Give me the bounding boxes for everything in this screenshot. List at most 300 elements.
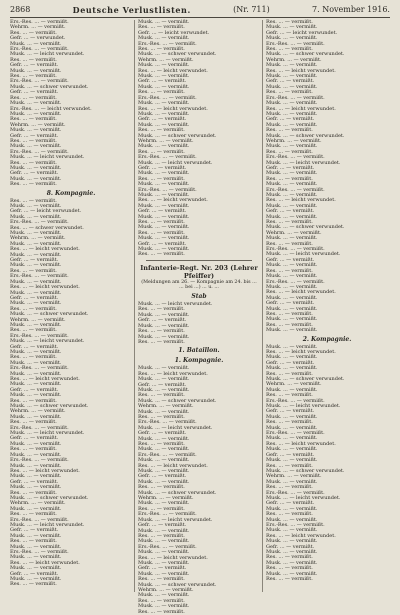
list-entry: Musk. ... — vermißt. [138,559,190,566]
list-entry: Musk. ... — vermißt. [10,213,62,220]
list-entry: Musk. ... — vermißt. [138,386,190,393]
list-entry: Wehrm. ... — vermißt. [138,137,194,144]
list-entry: Gefr. ... — vermißt. [10,570,59,577]
list-entry: Res. ... — vermißt. [266,240,313,247]
list-entry: Musk. ... — vermißt. [138,365,190,372]
section-heading: 2. Kompagnie. [302,335,352,343]
list-entry: Musk. ... — vermißt. [10,576,62,583]
list-entry: Res. ... — vermißt. [10,116,57,123]
list-entry: Musk. ... — vermißt. [266,100,318,107]
list-entry: Musk. ... — vermißt. [10,554,62,561]
list-entry: Res. ... — vermißt. [138,89,185,96]
list-entry: Wehrm. ... — vermißt. [10,316,66,323]
list-entry: Res. ... — schwer verwundet. [10,224,84,231]
list-entry: Musk. ... — vermißt. [10,370,62,377]
list-entry: Musk. ... — vermißt. [138,446,190,453]
list-entry: Musk. ... — schwer verwundet. [266,132,345,139]
list-entry: Wehrm. ... — vermißt. [138,403,194,410]
list-entry: Gefr. ... — vermißt. [138,565,187,572]
list-entry: Musk. ... — vermißt. [10,143,62,150]
list-entry: Musk. ... — vermißt. [138,457,190,464]
list-entry: Ers.-Res. ... — vermißt. [266,430,325,437]
list-entry: Musk. ... — vermißt. [138,170,190,177]
list-entry: Musk. ... — vermißt. [10,164,62,171]
list-entry: Musk. ... — vermißt. [266,294,318,301]
list-entry: Musk. ... — vermißt. [266,170,318,177]
list-entry: Res. ... — vermißt. [266,419,313,426]
list-entry: Musk. ... — leicht verwundet. [266,494,341,501]
list-entry: Musk. ... — vermißt. [10,251,62,258]
list-entry: Ers.-Res. ... — vermißt. [138,40,197,47]
list-entry: Ers.-Res. ... — vermißt. [138,451,197,458]
list-entry: Musk. ... — vermißt. [266,446,318,453]
list-entry: Gefr. ... — leicht verwundet. [266,29,338,36]
list-entry: Res. ... — vermißt. [10,581,57,588]
list-entry: Res. ... — vermißt. [138,532,185,539]
list-entry: Res. ... — vermißt. [266,175,313,182]
list-entry: Ers.-Res. ... — vermißt. [10,19,69,25]
list-entry: Res. ... — vermißt. [10,181,57,188]
list-entry: Res. ... — vermißt. [266,370,313,377]
list-entry: Res. ... — vermißt. [266,89,313,96]
list-entry: Res. ... — vermißt. [138,175,185,182]
list-entry: Ers.-Res. ... — vermißt. [10,424,69,431]
list-entry: Gefr. ... — leicht verwundet. [138,29,210,36]
list-entry: Musk. ... — vermißt. [10,240,62,247]
list-entry: Musk. ... — vermißt. [266,343,318,350]
list-entry: Ers.-Res. ... — vermißt. [10,332,69,339]
list-entry: Gefr. ... — vermißt. [266,543,315,550]
list-entry: Musk. ... — vermißt. [266,213,318,220]
list-entry: Res. ... — vermißt. [10,267,57,274]
header-rule [10,17,390,18]
list-entry: Musk. ... — leicht verwundet. [10,154,85,161]
list-entry: Gefr. ... — vermißt. [10,343,59,350]
list-entry: Res. ... — vermißt. [10,197,57,204]
list-entry: Musk. ... — vermißt. [10,110,62,117]
list-entry: Gefr. ... — vermißt. [10,132,59,139]
page-number: 2868 [10,5,31,14]
list-entry: Musk. ... — vermißt. [266,327,318,334]
list-entry: Res. ... — vermißt. [138,441,185,447]
list-entry: Ers.-Res. ... — vermißt. [138,511,197,518]
list-entry: Musk. ... — vermißt. [138,100,190,107]
list-entry: Res. ... — vermißt. [138,328,185,335]
list-entry: Res. ... — vermißt. [266,19,313,25]
list-entry: Musk. ... — vermißt. [266,202,318,209]
list-entry: Musk. ... — vermißt. [266,478,318,485]
list-entry: Musk. ... — schwer verwundet. [266,467,345,474]
list-entry: Ers.-Res. ... — vermißt. [138,543,197,550]
list-entry: Res. ... — vermißt. [10,327,57,334]
page-header [10,4,390,16]
column-divider [262,20,263,592]
list-entry: Musk. ... — leicht verwundet. [138,424,213,431]
list-entry: Gefr. ... — vermißt. [10,170,59,177]
list-entry: Res. ... — vermißt. [138,484,185,491]
list-entry: Res. ... — vermißt. [10,94,57,101]
list-entry: Ers.-Res. ... — vermißt. [10,457,69,464]
list-entry: Res. ... — vermißt. [266,511,313,518]
list-entry: Musk. ... — vermißt. [138,549,190,556]
list-entry: Musk. ... — vermißt. [10,451,62,458]
list-entry: Ers.-Res. ... — vermißt. [10,148,69,155]
list-entry: Musk. ... — vermißt. [10,67,62,74]
list-entry: Musk. ... — vermißt. [138,592,190,599]
list-entry: Musk. ... — vermißt. [266,424,318,431]
list-entry: Musk. ... — vermißt. [266,283,318,290]
list-entry: Musk. ... — vermißt. [138,35,190,42]
list-entry: Res. ... — vermißt. [138,413,185,420]
list-entry: Musk. ... — vermißt. [138,603,190,610]
list-entry: Musk. ... — vermißt. [266,192,318,198]
list-entry: Musk. ... — vermißt. [138,143,190,150]
list-entry: Ers.-Res. ... — vermißt. [10,516,69,523]
list-entry: Musk. ... — vermißt. [138,311,190,318]
list-entry: Gefr. ... — vermißt. [138,116,187,123]
list-entry: Gefr. ... — vermißt. [10,89,59,96]
list-entry: Musk. ... — vermißt. [138,322,190,329]
list-entry: Wehrm. ... — vermißt. [266,56,322,63]
list-entry: Res. ... — leicht verwundet. [266,67,336,74]
list-entry: Gefr. ... — vermißt. [138,78,187,85]
list-entry: Musk. ... — vermißt. [10,440,62,447]
list-entry: Res. ... — leicht verwundet. [138,105,208,112]
list-entry: Res. ... — vermißt. [10,159,57,166]
list-entry: Wehrm. ... — vermißt. [10,24,66,31]
list-entry: Musk. ... — vermißt. [266,181,318,188]
list-entry: Ers.-Res. ... — vermißt. [266,278,325,285]
list-entry: Musk. ... — vermißt. [138,192,190,198]
list-entry: Res. ... — vermißt. [138,127,185,134]
list-entry: Res. ... — vermißt. [10,354,57,361]
list-entry: Wehrm. ... — vermißt. [266,137,322,144]
list-entry: Musk. ... — vermißt. [138,500,190,507]
list-entry: Ers.-Res. ... — vermißt. [266,397,325,404]
list-entry: Ers.-Res. ... — vermißt. [138,154,197,161]
list-entry: Wehrm. ... — vermißt. [10,408,66,415]
list-entry: Res. ... — vermißt. [10,56,57,63]
list-entry: Res. ... — leicht verwundet. [266,197,336,204]
list-entry: Musk. ... — leicht verwundet. [10,430,85,437]
publication-title: Deutsche Verlustlisten. [72,5,191,15]
list-entry: Res. ... — vermißt. [10,137,57,144]
list-entry: Musk. ... — leicht verwundet. [10,51,85,58]
list-entry: Musk. ... — schwer verwundet. [138,581,217,588]
list-entry: Res. ... — leicht verwundet. [266,532,336,539]
list-entry: Musk. ... — vermißt. [266,305,318,312]
regiment-note: (Meldungen am 26. — Kompagnie am 24. bis ... [141,279,257,285]
list-entry: Musk. ... — leicht verwundet. [266,403,341,410]
list-entry: Musk. ... — vermißt. [10,359,62,366]
list-entry: Res. ... — vermißt. [266,310,313,317]
list-entry: Res. ... — vermißt. [10,538,57,545]
list-entry: Gefr. ... — vermißt. [266,300,315,307]
list-entry: Musk. ... — vermißt. [138,235,190,242]
list-entry: Ers.-Res. ... — vermißt. [10,78,69,85]
list-entry: Res. ... — vermißt. [266,148,313,155]
list-entry: Musk. ... — vermißt. [138,246,190,253]
list-entry: Wehrm. ... — vermißt. [266,381,322,388]
list-entry: Musk. ... — vermißt. [10,100,62,107]
list-entry: Ers.-Res. ... — vermißt. [10,365,69,372]
list-entry: Musk. ... — vermißt. [10,381,62,388]
list-entry: Musk. ... — schwer verwundet. [10,311,89,318]
list-entry: Musk. ... — vermißt. [266,505,318,512]
list-entry: Musk. ... — vermißt. [10,175,62,182]
list-entry: Musk. ... — vermißt. [266,235,318,242]
list-entry: Musk. ... — vermißt. [10,505,62,512]
list-entry: Gefr. ... — vermißt. [138,317,187,324]
list-entry: Res. ... — leicht verwundet. [10,467,80,474]
list-entry: Res. ... — leicht verwundet. [138,370,208,377]
list-entry: Gefr. ... — vermißt. [138,522,187,529]
list-entry: Musk. ... — vermißt. [266,316,318,323]
section-rule [146,260,252,261]
list-entry: Musk. ... — vermißt. [138,468,190,475]
section-heading: 8. Kompagnie. [46,189,96,197]
list-entry: Musk. ... — vermißt. [266,121,318,128]
list-entry: Wehrm. ... — vermißt. [10,500,66,507]
list-entry: Gefr. ... — verwundet. [10,35,66,42]
list-entry: Musk. ... — vermißt. [138,376,190,383]
list-entry: Musk. ... — schwer verwundet. [138,51,217,58]
list-entry: Ers.-Res. ... — vermißt. [10,219,69,226]
list-entry: Res. ... — vermißt. [138,251,185,258]
list-entry: Musk. ... — schwer verwundet. [138,397,217,404]
list-entry: Musk. ... — vermißt. [10,321,62,328]
list-entry: Musk. ... — vermißt. [138,19,190,25]
list-entry: Gefr. ... — vermißt. [138,381,187,388]
list-entry: Ers.-Res. ... — vermißt. [266,521,325,528]
list-entry: Gefr. ... — vermißt. [10,386,59,393]
list-entry: Musk. ... — vermißt. [138,213,190,220]
list-entry: Musk. ... — vermißt. [266,354,318,361]
list-entry: Gefr. ... — vermißt. [266,208,315,215]
list-entry: Musk. ... — schwer verwundet. [10,83,89,90]
list-entry: Musk. ... — vermißt. [10,473,62,480]
list-entry: Musk. ... — vermißt. [10,203,62,209]
list-entry: Res. ... — leicht verwundet. [138,67,208,74]
list-entry: Res. ... — vermißt. [138,576,185,583]
list-entry: Res. ... — leicht verwundet. [10,284,80,291]
list-entry: Gefr. ... — vermißt. [266,164,315,171]
list-entry: Musk. ... — vermißt. [266,386,318,393]
list-entry: Res. ... — vermißt. [10,73,57,80]
list-entry: Res. ... — vermißt. [266,565,313,572]
list-entry: Ers.-Res. ... — vermißt. [266,40,325,47]
list-entry: Gefr. ... — vermißt. [266,500,315,507]
list-entry: Musk. ... — vermißt. [138,538,190,545]
list-entry: Res. ... — leicht verwundet. [138,462,208,469]
list-entry: Gefr. ... — vermißt. [266,78,315,85]
list-entry: Res. ... — vermißt. [266,127,313,134]
list-entry: Musk. ... — schwer verwundet. [138,489,217,496]
list-entry: Res. ... — leicht verwundet. [138,554,208,561]
list-entry: Res. ... — vermißt. [10,397,57,404]
list-entry: Ers.-Res. ... — vermißt. [266,246,325,253]
list-entry: Res. ... — vermißt. [10,511,57,518]
list-entry: Res. ... — vermißt. [266,219,313,226]
list-entry: Musk. ... — vermißt. [266,273,318,280]
list-entry: Musk. ... — vermißt. [10,484,62,491]
list-entry: Res. ... — vermißt. [10,446,57,453]
list-entry: Musk. ... — vermißt. [266,143,318,150]
list-entry: Ers.-Res. ... — vermißt. [266,154,325,161]
list-entry: Musk. ... — vermißt. [10,543,62,550]
list-entry: Musk. ... — leicht verwundet. [10,338,85,345]
list-entry: Res. ... — vermißt. [138,24,185,31]
list-entry: Res. ... — vermißt. [138,505,185,512]
list-entry: Wehrm. ... — vermißt. [138,586,194,593]
list-entry: Gefr. ... — vermißt. [10,527,59,534]
list-entry: Musk. ... — vermißt. [10,230,62,237]
list-entry: Gefr. ... — vermißt. [138,164,187,171]
list-entry: Res. ... — vermißt. [10,419,57,426]
list-entry: Musk. ... — schwer verwundet. [10,403,89,410]
list-entry: Musk. ... — vermißt. [138,121,190,128]
list-entry: Res. ... — vermißt. [266,576,313,583]
list-entry: Musk. ... — vermißt. [266,538,318,545]
list-entry: Res. ... — leicht verwundet. [266,440,336,447]
list-entry: Musk. ... — vermißt. [10,565,62,572]
list-entry: Musk. ... — vermißt. [138,73,190,80]
list-entry: Musk. ... — vermißt. [138,62,190,69]
list-entry: Res. ... — vermißt. [138,148,185,155]
column-divider [134,20,135,592]
list-entry: Musk. ... — vermißt. [266,570,318,577]
list-entry: Musk. ... — vermißt. [266,549,318,555]
list-entry: Wehrm. ... — vermißt. [138,56,194,63]
list-entry: Musk. ... — vermißt. [266,365,318,372]
list-entry: Musk. ... — leicht verwundet. [138,159,213,166]
list-entry: Wehrm. ... — vermißt. [138,495,194,502]
list-entry: Musk. ... — schwer verwundet. [266,224,345,231]
list-entry: Wehrm. ... — vermißt. [266,229,322,236]
list-entry: Res. ... — vermißt. [266,484,313,491]
text-column-1 [10,20,132,592]
list-entry: Gefr. ... — leicht verwundet. [10,208,82,215]
list-entry: Gefr. ... — vermißt. [138,208,187,215]
list-entry: Gefr. ... — vermißt. [138,430,187,437]
list-entry: Musk. ... — vermißt. [10,348,62,355]
list-entry: Ers.-Res. ... — vermißt. [266,489,325,496]
list-entry: Gefr. ... — vermißt. [10,435,59,442]
list-entry: Musk. ... — vermißt. [266,435,318,442]
list-entry: Res. ... — vermißt. [138,219,185,226]
list-entry: Musk. ... — vermißt. [138,224,190,231]
list-entry: Res. ... — vermißt. [266,462,313,469]
list-entry: Musk. ... — vermißt. [10,127,62,134]
list-entry: Res. ... — leicht verwundet. [10,246,80,253]
list-entry: Wehrm. ... — vermißt. [266,473,322,480]
list-entry: Musk. ... — vermißt. [266,110,318,117]
list-entry: Ers.-Res. ... — leicht verwundet. [10,105,92,112]
list-entry: Res. ... — vermißt. [10,29,57,36]
list-entry: Res. ... — vermißt. [138,597,185,604]
list-entry: Musk. ... — vermißt. [266,457,318,464]
list-entry: Musk. ... — vermißt. [266,62,318,69]
list-entry: Res. ... — vermißt. [138,608,185,615]
list-entry: Musk. ... — leicht verwundet. [138,516,213,523]
list-entry: Musk. ... — vermißt. [10,392,62,399]
list-entry: Gefr. ... — vermißt. [266,451,315,458]
list-entry: Res. ... — vermißt. [138,392,185,399]
list-entry: Gefr. ... — vermißt. [266,116,315,123]
list-entry: Musk. ... — vermißt. [10,278,62,285]
list-entry: Musk. ... — vermißt. [138,408,190,415]
regiment-note: ... bei ...) ... u. ... [179,285,219,291]
list-entry: Musk. ... — schwer verwundet. [138,132,217,139]
list-entry: Gefr. ... — vermißt. [10,257,59,264]
list-entry: Musk. ... — vermißt. [266,559,318,566]
list-entry: Musk. ... — vermißt. [10,532,62,539]
list-entry: Res. ... — vermißt. [266,554,313,561]
list-entry: Musk. ... — vermißt. [266,516,318,523]
list-entry: Res. ... — vermißt. [138,306,185,313]
list-entry: Musk. ... — vermißt. [266,35,318,42]
list-entry: Musk. ... — vermißt. [138,570,190,577]
list-entry: Musk. ... — vermißt. [138,333,190,340]
list-entry: Musk. ... — vermißt. [266,413,318,420]
list-entry: Ers.-Res. ... — vermißt. [138,419,197,426]
section-heading: 1. Kompagnie. [174,357,224,365]
list-entry: Res. ... — leicht verwundet. [138,197,208,204]
text-column-3 [266,20,388,592]
section-heading: Stab [191,293,207,301]
list-entry: Musk. ... — vermißt. [266,83,318,90]
list-entry: Res. ... — vermißt. [10,305,57,312]
list-entry: Ers.-Res. ... — vermißt. [266,186,325,193]
issue-number: (Nr. 711) [233,5,270,14]
list-entry: Gefr. ... — vermißt. [10,478,59,485]
list-entry: Gefr. ... — vermißt. [138,473,187,480]
list-entry: Musk. ... — vermißt. [138,202,190,209]
list-entry: Res. ... — vermißt. [138,338,185,345]
list-entry: Musk. ... — vermißt. [138,181,190,188]
list-entry: Musk. ... — vermißt. [10,262,62,269]
list-entry: Musk. ... — vermißt. [138,110,190,117]
list-entry: Res. ... — vermißt. [138,46,185,53]
list-entry: Musk. ... — vermißt. [10,413,62,420]
list-entry: Musk. ... — vermißt. [266,73,318,80]
list-entry: Musk. ... — schwer verwundet. [10,494,89,501]
list-entry: Wehrm. ... — vermißt. [10,235,66,242]
list-entry: Musk. ... — vermißt. [10,300,62,307]
list-entry: Ers.-Res. ... — vermißt. [138,186,197,193]
list-entry: Musk. ... — vermißt. [138,478,190,485]
list-entry: Res. ... — vermißt. [138,229,185,236]
regiment-heading: Infanterie-Regt. Nr. 203 (Lehrer Pfeiffer) [140,263,258,280]
list-entry: Musk. ... — vermißt. [10,462,62,469]
list-entry: Gefr. ... — vermißt. [266,256,315,263]
list-entry: Ers.-Res. ... — vermißt. [10,549,69,555]
section-heading: 1. Bataillon. [178,347,220,355]
list-entry: Musk. ... — vermißt. [138,83,190,90]
list-entry: Gefr. ... — vermißt. [138,240,187,247]
list-entry: Musk. ... — schwer verwundet. [266,376,345,382]
list-entry: Res. ... — vermißt. [266,46,313,53]
list-entry: Musk. ... — leicht verwundet. [138,301,213,308]
list-entry: Res. ... — leicht verwundet. [10,376,80,382]
list-entry: Res. ... — leicht verwundet. [266,105,336,112]
list-entry: Musk. ... — vermißt. [266,24,318,31]
list-entry: Ers.-Res. ... — vermißt. [10,46,69,53]
list-entry: Musk. ... — leicht verwundet. [10,521,85,528]
issue-date: 7. November 1916. [312,5,390,14]
list-entry: Musk. ... — vermißt. [266,262,318,269]
list-entry: Ers.-Res. ... — vermißt. [138,94,197,101]
